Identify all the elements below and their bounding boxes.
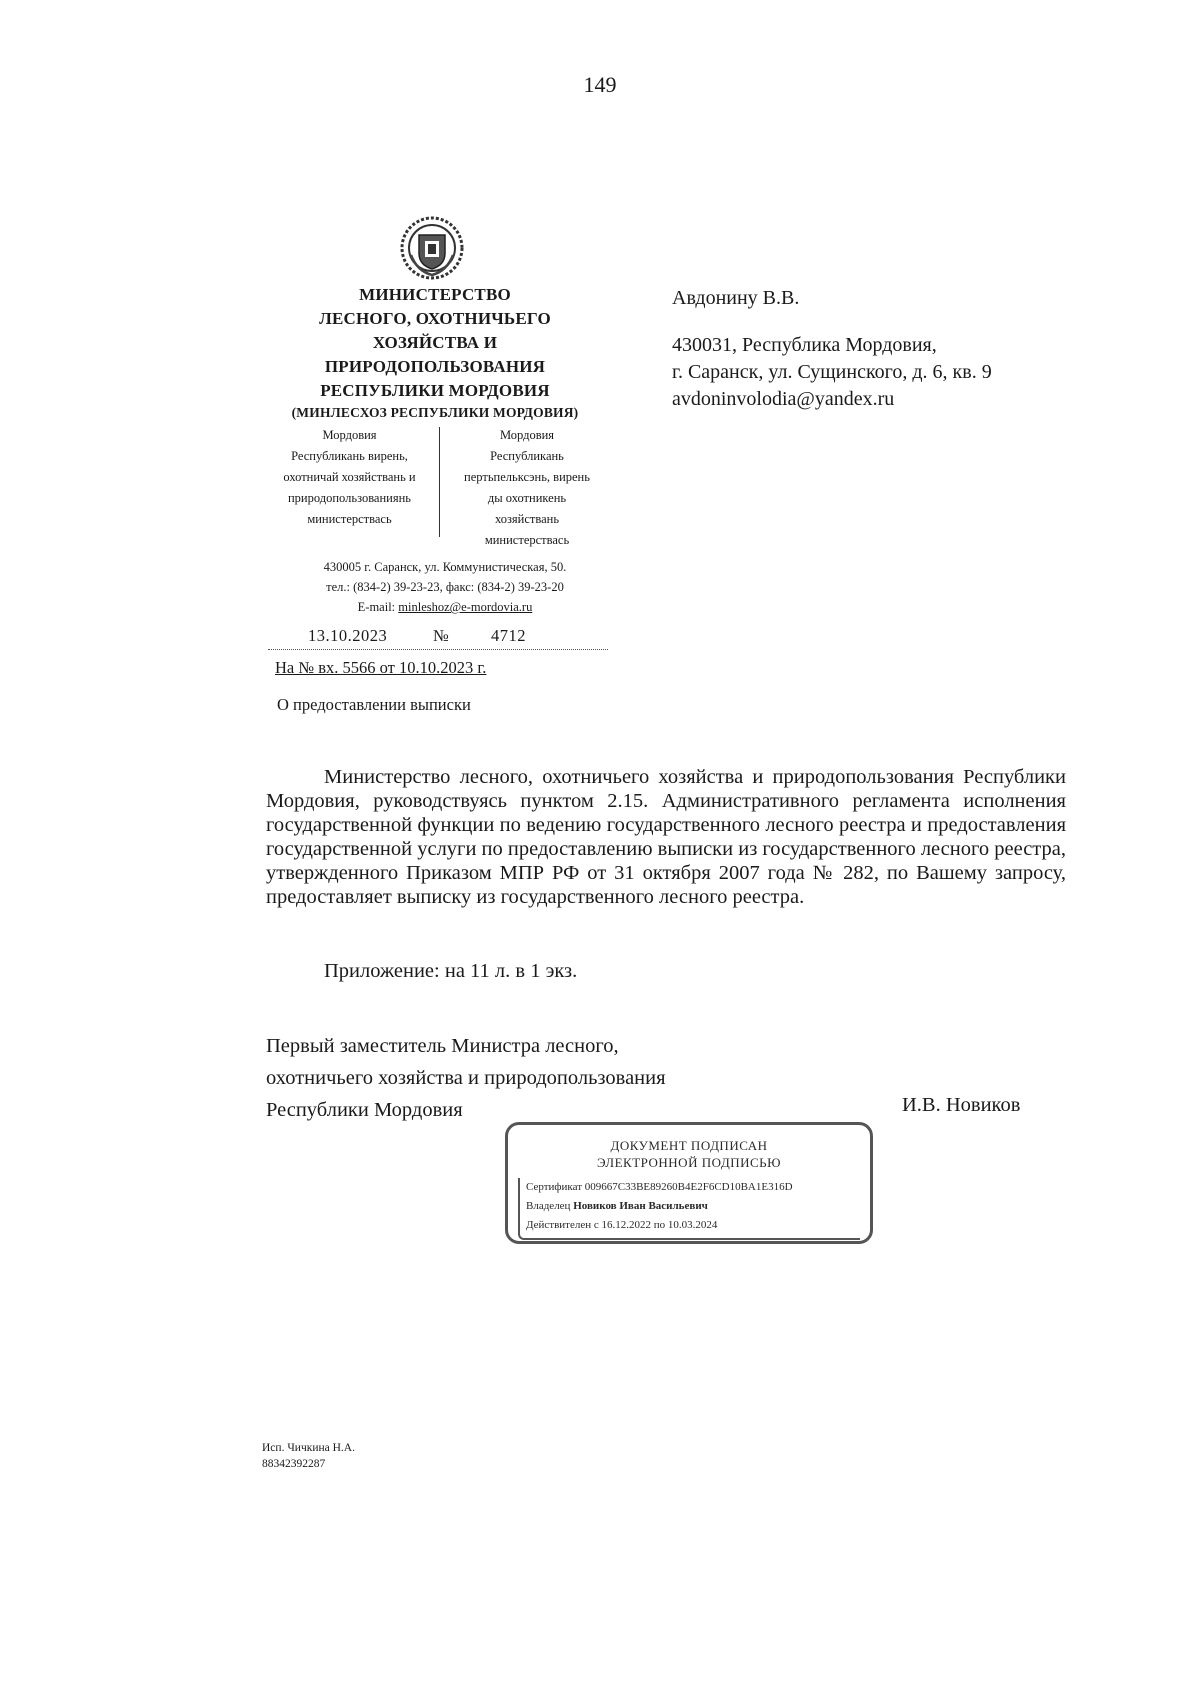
moksha-line: Мордовия [322, 428, 377, 442]
recipient-name: Авдонину В.В. [672, 287, 800, 309]
erzya-line: пертьпельксэнь, вирень [464, 470, 590, 484]
certificate-number: 009667C33BE89260B4E2F6CD10BA1E316D [584, 1181, 793, 1193]
signer-position-line: Республики Мордовия [266, 1099, 463, 1121]
ministry-email-link[interactable]: minleshoz@e-mordovia.ru [398, 600, 533, 614]
ministry-name-line: РЕСПУБЛИКИ МОРДОВИЯ [320, 381, 550, 400]
stamp-details [518, 1178, 860, 1240]
attachment-note: Приложение: на 11 л. в 1 экз. [324, 960, 578, 982]
recipient-block [672, 285, 992, 413]
erzya-line: ды охотникень [487, 491, 567, 505]
valid-from: 16.12.2022 [601, 1219, 652, 1231]
certificate-label: Сертификат [526, 1181, 582, 1193]
ministry-address: 430005 г. Саранск, ул. Коммунистическая, 50. [323, 560, 567, 574]
erzya-line: Республикань [490, 449, 564, 463]
erzya-line: Мордовия [499, 428, 555, 442]
executor-name: Исп. Чичкина Н.А. [262, 1442, 355, 1454]
letter-subject: О предоставлении выписки [277, 695, 471, 714]
validity-label: Действителен [526, 1219, 592, 1231]
page-number: 149 [583, 72, 617, 97]
moksha-line: охотничай хозяйствань и [283, 470, 416, 484]
stamp-certificate [526, 1178, 860, 1197]
ministry-short-name: (МИНЛЕСХОЗ РЕСПУБЛИКИ МОРДОВИЯ) [291, 405, 579, 420]
valid-to: 10.03.2024 [667, 1219, 718, 1231]
recipient-address-line: 430031, Республика Мордовия, [672, 334, 937, 356]
valid-from-label: с [593, 1219, 599, 1231]
stamp-owner [526, 1197, 860, 1216]
stamp-title [508, 1137, 870, 1171]
column-divider [439, 427, 440, 537]
moksha-name [262, 425, 437, 530]
erzya-line: министерствась [484, 533, 570, 547]
signer-position-line: Первый заместитель Министра лесного, [266, 1035, 619, 1057]
incoming-reference: На № вх. 5566 от 10.10.2023 г. [275, 658, 487, 677]
ministry-name-line: ПРИРОДОПОЛЬЗОВАНИЯ [324, 357, 546, 376]
registration-number-label: № [433, 626, 449, 645]
registration-line [268, 626, 608, 652]
stamp-title-line: ЭЛЕКТРОННОЙ ПОДПИСЬЮ [597, 1155, 781, 1170]
email-label: E-mail: [357, 600, 399, 614]
coat-of-arms-icon [399, 215, 465, 281]
owner-name: Новиков Иван Васильевич [573, 1200, 708, 1212]
moksha-line: Республикань вирень, [291, 449, 408, 463]
owner-label: Владелец [526, 1200, 571, 1212]
recipient-address-line: г. Саранск, ул. Сущинского, д. 6, кв. 9 [672, 361, 992, 383]
executor-block [262, 1440, 355, 1472]
recipient-email[interactable]: avdoninvolodia@yandex.ru [672, 388, 895, 410]
esignature-stamp [505, 1122, 873, 1244]
ministry-name-line: ЛЕСНОГО, ОХОТНИЧЬЕГО [319, 309, 551, 328]
ministry-contacts [255, 557, 635, 617]
erzya-line: хозяйствань [494, 512, 560, 526]
signer-position [266, 1030, 666, 1126]
stamp-title-line: ДОКУМЕНТ ПОДПИСАН [610, 1138, 768, 1153]
signer-name: И.В. Новиков [902, 1094, 1021, 1116]
bilingual-names [262, 425, 612, 547]
registration-rule [268, 649, 608, 650]
ministry-name-line: МИНИСТЕРСТВО [359, 285, 511, 304]
moksha-line: министерствась [307, 512, 392, 526]
valid-to-label: по [653, 1219, 666, 1231]
registration-number: 4712 [491, 626, 526, 645]
registration-date: 13.10.2023 [308, 626, 388, 645]
moksha-line: природопользованиянь [287, 491, 411, 505]
letter-body: Министерство лесного, охотничьего хозяйства и природопользования Республики Мордовия, руководствуясь пунктом 2.15. Административного регламента исполнения государственной функции по ведению государственного лесного реестра и предоставления государственной услуги по предоставлению выписки из государственного лесного реестра, утвержденного Приказом МПР РФ от 31 октября 2007 года № 282, по Вашему запросу, предоставляет выписку из государственного лесного реестра. [266, 766, 1066, 908]
ministry-name [255, 283, 615, 423]
erzya-name [442, 425, 612, 551]
ministry-name-line: ХОЗЯЙСТВА И [372, 333, 498, 352]
executor-phone: 88342392287 [262, 1458, 326, 1470]
ministry-phones: тел.: (834-2) 39-23-23, факс: (834-2) 39-23-20 [326, 580, 564, 594]
ministry-email-line [255, 597, 635, 617]
signer-position-line: охотничьего хозяйства и природопользования [266, 1067, 666, 1089]
stamp-validity [526, 1216, 860, 1235]
